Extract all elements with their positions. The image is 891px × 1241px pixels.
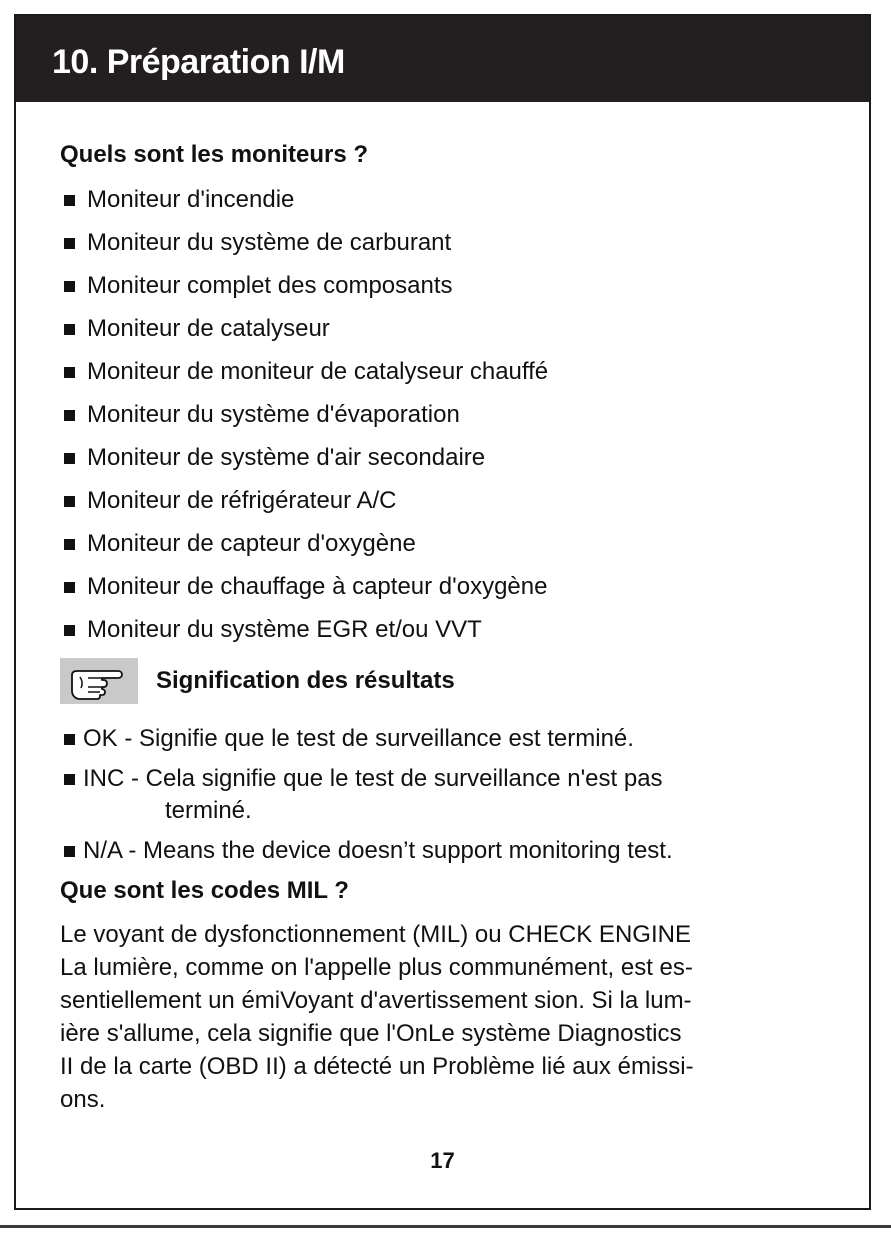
list-item-text: Moniteur de moniteur de catalyseur chauffé [87, 358, 549, 385]
result-inc-text: INC - Cela signifie que le test de surveillance n'est pas [83, 765, 663, 792]
square-bullet-icon [64, 539, 75, 550]
pointing-hand-icon [60, 658, 138, 704]
square-bullet-icon [64, 496, 75, 507]
list-item-text: Moniteur du système d'évaporation [87, 401, 460, 428]
square-bullet-icon [64, 195, 75, 206]
page-content [60, 140, 846, 1116]
list-item [60, 615, 846, 645]
section-header-bar [16, 16, 869, 102]
list-item [60, 486, 846, 516]
paragraph-line: II de la carte (OBD II) a détecté un Problème lié aux émissi- [60, 1053, 694, 1080]
manual-page [14, 14, 871, 1210]
list-item [60, 228, 846, 258]
square-bullet-icon [64, 582, 75, 593]
list-item [60, 724, 846, 754]
square-bullet-icon [64, 238, 75, 249]
list-item-text: Moniteur du système de carburant [87, 229, 452, 256]
results-list [60, 724, 846, 866]
list-item [60, 314, 846, 344]
list-item [60, 764, 846, 826]
paragraph-line: La lumière, comme on l'appelle plus communément, est es- [60, 954, 693, 981]
list-item [60, 836, 846, 866]
list-item-text: Moniteur de réfrigérateur A/C [87, 487, 397, 514]
square-bullet-icon [64, 774, 75, 785]
square-bullet-icon [64, 734, 75, 745]
results-note [60, 658, 846, 704]
monitors-heading: Quels sont les moniteurs ? [60, 141, 369, 168]
result-inc-block [83, 764, 663, 826]
list-item-text: Moniteur de système d'air secondaire [87, 444, 486, 471]
section-title: 10. Préparation I/M [52, 43, 345, 81]
page-number: 17 [430, 1148, 455, 1173]
list-item [60, 185, 846, 215]
result-na-text: N/A - Means the device doesn’t support monitoring test. [83, 837, 673, 864]
list-item-text: Moniteur du système EGR et/ou VVT [87, 616, 482, 643]
list-item [60, 443, 846, 473]
square-bullet-icon [64, 453, 75, 464]
list-item [60, 357, 846, 387]
mil-heading: Que sont les codes MIL ? [60, 877, 349, 904]
list-item-text: Moniteur de catalyseur [87, 315, 330, 342]
list-item [60, 400, 846, 430]
list-item [60, 529, 846, 559]
monitor-list [60, 185, 846, 645]
paragraph-line: sentiellement un émiVoyant d'avertissement sion. Si la lum- [60, 987, 692, 1014]
list-item-text: Moniteur de capteur d'oxygène [87, 530, 416, 557]
results-heading: Signification des résultats [156, 667, 455, 694]
square-bullet-icon [64, 367, 75, 378]
bottom-divider [0, 1225, 891, 1228]
paragraph-line: ons. [60, 1086, 106, 1113]
paragraph-line: Le voyant de dysfonctionnement (MIL) ou CHECK ENGINE [60, 921, 691, 948]
paragraph-line: ière s'allume, cela signifie que l'OnLe système Diagnostics [60, 1020, 682, 1047]
square-bullet-icon [64, 281, 75, 292]
list-item-text: Moniteur complet des composants [87, 272, 453, 299]
list-item [60, 271, 846, 301]
list-item-text: Moniteur d'incendie [87, 186, 295, 213]
square-bullet-icon [64, 324, 75, 335]
mil-paragraph [60, 918, 846, 1116]
square-bullet-icon [64, 410, 75, 421]
square-bullet-icon [64, 625, 75, 636]
square-bullet-icon [64, 846, 75, 857]
result-ok-text: OK - Signifie que le test de surveillance est terminé. [83, 725, 634, 752]
list-item-text: Moniteur de chauffage à capteur d'oxygène [87, 573, 548, 600]
list-item [60, 572, 846, 602]
result-inc-continuation: terminé. [165, 797, 252, 824]
